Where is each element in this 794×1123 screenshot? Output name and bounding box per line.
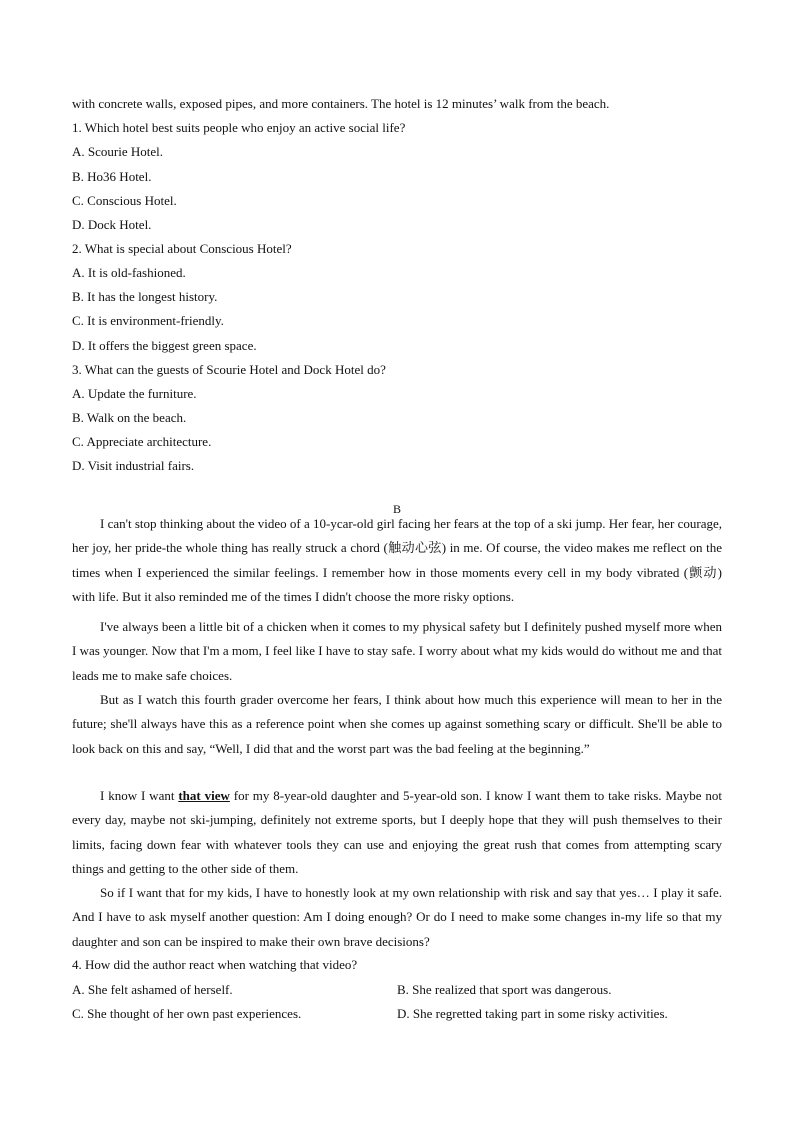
paragraph-4-text-after: for my 8-year-old daughter and 5-year-old son. I know I want them to take risks. Maybe not every day, maybe not ski-jumping, definitely not extreme sports, but I deeply hope that they will push themselves to their limits, facing down fear with whatever tools they can use and enjoying the great rush that comes from attempting scary things and getting to the other side of them.: [72, 788, 722, 876]
question-3-stem: 3. What can the guests of Scourie Hotel and Dock Hotel do?: [72, 362, 386, 377]
question-4-option-a: A. She felt ashamed of herself.: [72, 982, 233, 997]
question-4-stem: 4. How did the author react when watching that video?: [72, 957, 358, 972]
section-b-paragraph-2: I've always been a little bit of a chicken when it comes to my physical safety but I definitely pushed myself more when I was younger. Now that I'm a mom, I feel like I have to stay safe. I worry about what my kids would do without me and that leads me to make safe choices.: [72, 619, 722, 683]
question-1-option-c: C. Conscious Hotel.: [72, 193, 177, 208]
section-b-paragraph-5: So if I want that for my kids, I have to honestly look at my own relationship with risk and say that yes… I play it safe. And I have to ask myself another question: Am I doing enough? Or do I need to make some changes in-my life so that my daughter and son can be inspired to make their own brave decisions?: [72, 885, 722, 949]
question-4-option-b: B. She realized that sport was dangerous.: [397, 982, 612, 997]
section-b-heading: B: [392, 502, 401, 516]
question-3-option-c: C. Appreciate architecture.: [72, 434, 212, 449]
question-3-option-b: B. Walk on the beach.: [72, 410, 187, 425]
question-2-option-d: D. It offers the biggest green space.: [72, 338, 257, 353]
question-3-option-a: A. Update the furniture.: [72, 386, 197, 401]
question-2-stem: 2. What is special about Conscious Hotel?: [72, 241, 292, 256]
paragraph-4-text-before: I know I want: [100, 788, 179, 803]
question-1-option-a: A. Scourie Hotel.: [72, 144, 163, 159]
question-2-option-c: C. It is environment-friendly.: [72, 313, 224, 328]
section-b-paragraph-4: [72, 784, 722, 881]
question-2-option-a: A. It is old-fashioned.: [72, 265, 186, 280]
question-1-option-b: B. Ho36 Hotel.: [72, 169, 152, 184]
passage-a-tail: with concrete walls, exposed pipes, and more containers. The hotel is 12 minutes’ walk from the beach.: [72, 96, 610, 111]
question-1-stem: 1. Which hotel best suits people who enjoy an active social life?: [72, 120, 406, 135]
question-3-option-d: D. Visit industrial fairs.: [72, 458, 195, 473]
question-4-option-d: D. She regretted taking part in some risky activities.: [397, 1006, 668, 1021]
underlined-phrase-that-view: that view: [178, 788, 230, 803]
question-1-option-d: D. Dock Hotel.: [72, 217, 152, 232]
section-b-paragraph-3: But as I watch this fourth grader overcome her fears, I think about how much this experience will mean to her in the future; she'll always have this as a reference point when she comes up against something scary or difficult. She'll be able to look back on this and say, “Well, I did that and the worst part was the bad feeling at the beginning.”: [72, 692, 722, 756]
question-4-option-c: C. She thought of her own past experiences.: [72, 1006, 302, 1021]
question-2-option-b: B. It has the longest history.: [72, 289, 218, 304]
section-b-paragraph-1: I can't stop thinking about the video of a 10-ycar-old girl facing her fears at the top of a ski jump. Her fear, her courage, her joy, her pride-the whole thing has really struck a chord (触动心弦) in me. Of course, the video makes me reflect on the times when I experienced the similar feelings. I remember how in those moments every cell in my body vibrated (颤动) with life. But it also reminded me of the times I didn't choose the more risky options.: [72, 516, 722, 604]
